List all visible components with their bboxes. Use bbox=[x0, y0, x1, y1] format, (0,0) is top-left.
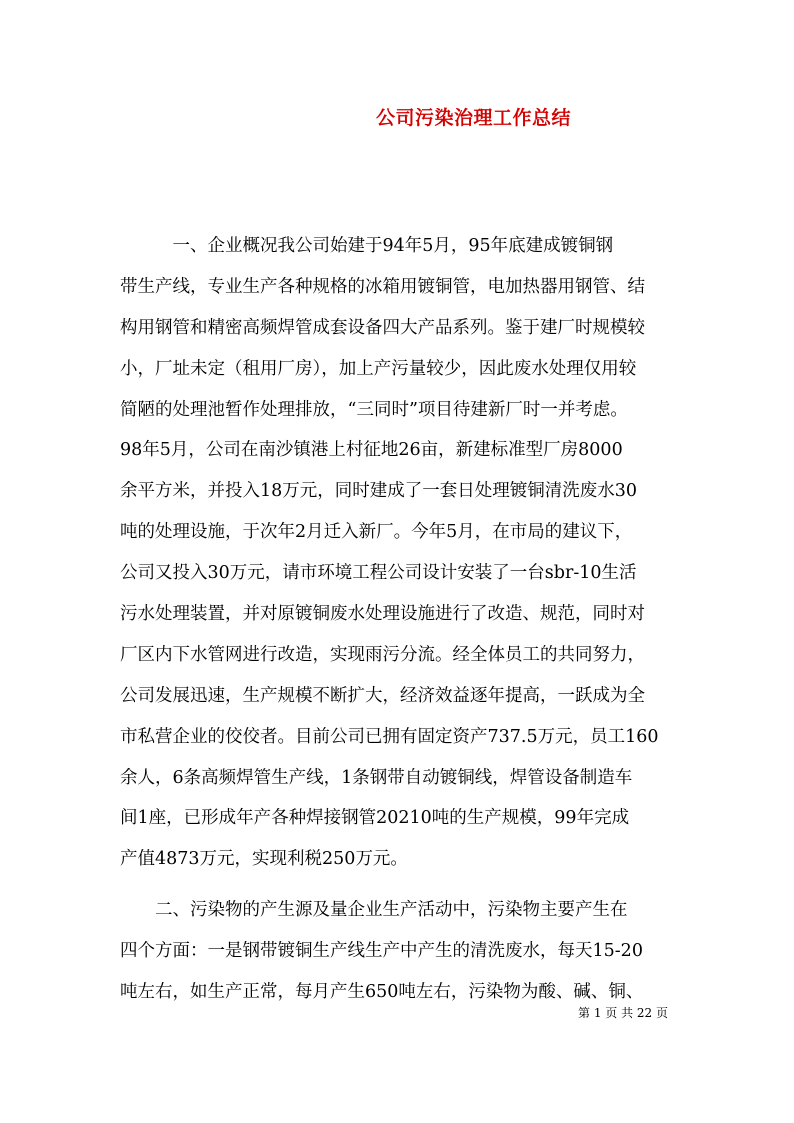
paragraph-pollution-sources bbox=[120, 890, 686, 1013]
paragraph-line: 吨左右，如生产正常，每月产生650吨左右，污染物为酸、碱、铜、 bbox=[120, 981, 644, 1002]
paragraph-line: 小，厂址未定（租用厂房），加上产污量较少，因此废水处理仅用较 bbox=[120, 358, 637, 379]
page-number-footer: 第 1 页 共 22 页 bbox=[578, 1006, 668, 1020]
paragraph-line: 污水处理装置，并对原镀铜废水处理设施进行了改造、规范，同时对 bbox=[120, 604, 645, 625]
paragraph-company-overview bbox=[120, 226, 686, 880]
paragraph-line: 吨的处理设施，于次年2月迁入新厂。今年5月，在市局的建议下， bbox=[120, 522, 633, 543]
paragraph-line: 98年5月，公司在南沙镇港上村征地26亩，新建标准型厂房8000 bbox=[120, 440, 623, 461]
paragraph-line: 构用钢管和精密高频焊管成套设备四大产品系列。鉴于建厂时规模较 bbox=[120, 317, 645, 338]
paragraph-line: 简陋的处理池暂作处理排放，“三同时”项目待建新厂时一并考虑。 bbox=[120, 399, 628, 420]
paragraph-line: 厂区内下水管网进行改造，实现雨污分流。经全体员工的共同努力， bbox=[120, 644, 645, 665]
paragraph-line: 四个方面：一是钢带镀铜生产线生产中产生的清洗废水，每天15-20 bbox=[120, 940, 643, 961]
document-title: 公司污染治理工作总结 bbox=[376, 107, 572, 129]
paragraph-line: 带生产线，专业生产各种规格的冰箱用镀铜管，电加热器用钢管、结 bbox=[120, 276, 645, 297]
paragraph-line: 公司又投入30万元，请市环境工程公司设计安装了一台sbr-10生活 bbox=[120, 563, 637, 584]
paragraph-line: 产值4873万元，实现利税250万元。 bbox=[120, 849, 408, 870]
paragraph-line: 余平方米，并投入18万元，同时建成了一套日处理镀铜清洗废水30 bbox=[120, 481, 638, 502]
paragraph-line: 二、污染物的产生源及量企业生产活动中，污染物主要产生在 bbox=[120, 900, 628, 920]
paragraph-line: 公司发展迅速，生产规模不断扩大，经济效益逐年提高，一跃成为全 bbox=[120, 685, 645, 706]
paragraph-line: 市私营企业的佼佼者。目前公司已拥有固定资产737.5万元，员工160 bbox=[120, 726, 659, 747]
paragraph-line: 间1座，已形成年产各种焊接钢管20210吨的生产规模，99年完成 bbox=[120, 808, 630, 829]
paragraph-line: 一、企业概况我公司始建于94年5月，95年底建成镀铜钢 bbox=[120, 236, 614, 256]
paragraph-line: 余人，6条高频焊管生产线，1条钢带自动镀铜线，焊管设备制造车 bbox=[120, 767, 633, 788]
